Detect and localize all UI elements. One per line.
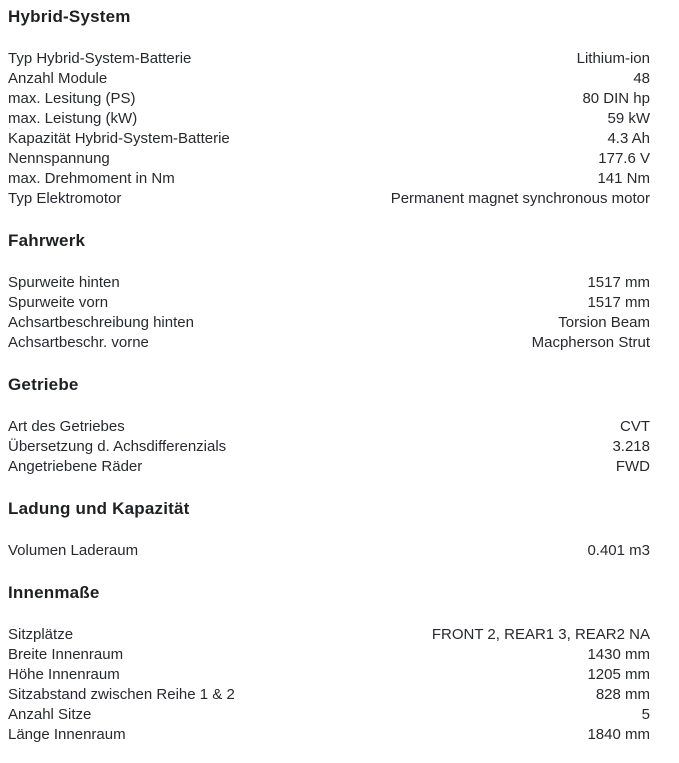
spec-label: Volumen Laderaum (8, 542, 139, 559)
spec-value: CVT (620, 418, 650, 435)
spec-value: 3.218 (612, 438, 650, 455)
spec-label: Sitzplätze (8, 626, 74, 643)
spec-label: max. Lesitung (PS) (8, 90, 136, 107)
spec-value: 59 kW (607, 110, 650, 127)
spec-section (8, 230, 650, 353)
section-title: Innenmaße (8, 583, 100, 602)
spec-label: Art des Getriebes (8, 418, 125, 435)
spec-row (8, 437, 650, 457)
section-rows (8, 273, 650, 353)
spec-row (8, 625, 650, 645)
spec-row (8, 189, 650, 209)
spec-label: Sitzabstand zwischen Reihe 1 & 2 (8, 686, 235, 703)
spec-label: max. Drehmoment in Nm (8, 170, 175, 187)
spec-row (8, 129, 650, 149)
spec-value: Permanent magnet synchronous motor (390, 190, 650, 207)
spec-row (8, 541, 650, 561)
spec-label: Spurweite hinten (8, 274, 120, 291)
spec-label: Anzahl Sitze (8, 706, 92, 723)
spec-value: 828 mm (595, 686, 650, 703)
spec-value: Torsion Beam (558, 314, 650, 331)
spec-row (8, 725, 650, 745)
section-rows (8, 417, 650, 477)
spec-label: Übersetzung d. Achsdifferenzials (8, 438, 227, 455)
spec-row (8, 457, 650, 477)
spec-section (8, 498, 650, 561)
spec-section (8, 582, 650, 745)
spec-value: 1517 mm (587, 274, 650, 291)
spec-value: 5 (641, 706, 650, 723)
spec-value: 1205 mm (587, 666, 650, 683)
spec-row (8, 293, 650, 313)
spec-value: 177.6 V (598, 150, 650, 167)
spec-value: 1840 mm (587, 726, 650, 743)
spec-value: FRONT 2, REAR1 3, REAR2 NA (431, 626, 650, 643)
spec-value: 80 DIN hp (582, 90, 650, 107)
spec-label: max. Leistung (kW) (8, 110, 138, 127)
spec-row (8, 89, 650, 109)
spec-row (8, 333, 650, 353)
spec-value: Lithium-ion (576, 50, 650, 67)
spec-row (8, 705, 650, 725)
spec-row (8, 273, 650, 293)
spec-label: Anzahl Module (8, 70, 108, 87)
spec-row (8, 49, 650, 69)
spec-value: 0.401 m3 (587, 542, 650, 559)
spec-row (8, 685, 650, 705)
spec-label: Kapazität Hybrid-System-Batterie (8, 130, 230, 147)
spec-row (8, 69, 650, 89)
spec-label: Achsartbeschr. vorne (8, 334, 149, 351)
spec-label: Angetriebene Räder (8, 458, 143, 475)
spec-row (8, 665, 650, 685)
spec-label: Achsartbeschreibung hinten (8, 314, 194, 331)
spec-label: Länge Innenraum (8, 726, 126, 743)
spec-label: Spurweite vorn (8, 294, 109, 311)
spec-label: Typ Hybrid-System-Batterie (8, 50, 192, 67)
spec-label: Breite Innenraum (8, 646, 124, 663)
spec-label: Höhe Innenraum (8, 666, 120, 683)
section-rows (8, 541, 650, 561)
spec-row (8, 313, 650, 333)
section-title: Fahrwerk (8, 231, 86, 250)
spec-row (8, 149, 650, 169)
section-rows (8, 49, 650, 209)
spec-value: 1430 mm (587, 646, 650, 663)
spec-value: 48 (633, 70, 650, 87)
spec-row (8, 417, 650, 437)
section-title: Ladung und Kapazität (8, 499, 190, 518)
spec-value: Macpherson Strut (531, 334, 650, 351)
spec-section (8, 6, 650, 209)
spec-label: Typ Elektromotor (8, 190, 122, 207)
section-title: Hybrid-System (8, 7, 131, 26)
spec-value: 141 Nm (597, 170, 650, 187)
spec-section (8, 374, 650, 477)
spec-value: FWD (615, 458, 650, 475)
spec-row (8, 169, 650, 189)
spec-row (8, 109, 650, 129)
spec-value: 4.3 Ah (607, 130, 650, 147)
section-rows (8, 625, 650, 745)
section-title: Getriebe (8, 375, 79, 394)
spec-row (8, 645, 650, 665)
spec-label: Nennspannung (8, 150, 110, 167)
spec-value: 1517 mm (587, 294, 650, 311)
